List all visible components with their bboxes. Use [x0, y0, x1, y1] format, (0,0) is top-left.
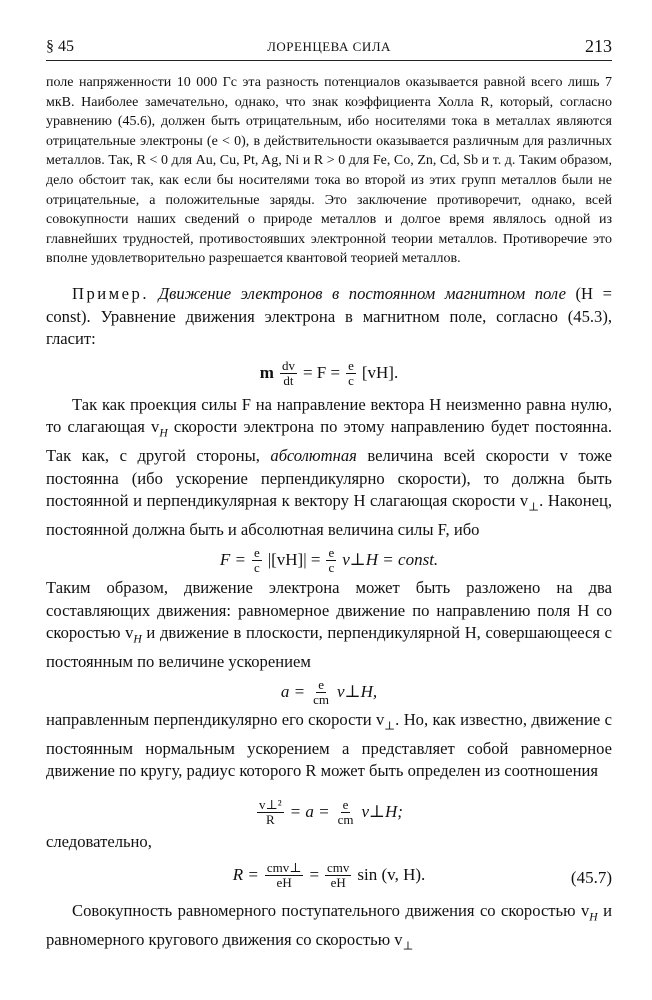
example-title: Движение электронов в постоянном магнитном поле	[158, 283, 566, 303]
fraction-numerator: v⊥²	[259, 796, 282, 812]
fraction	[257, 798, 284, 827]
fraction	[311, 678, 331, 707]
fraction-denominator: c	[348, 372, 354, 388]
fraction-numerator: e	[253, 544, 260, 560]
formula-term: = a =	[289, 801, 330, 821]
paragraph-projection	[46, 394, 612, 542]
header-rule	[46, 60, 612, 61]
paragraph-combination	[46, 900, 612, 958]
fraction-denominator: cm	[337, 811, 354, 827]
formula-term: v⊥H;	[361, 801, 403, 821]
small-print-paragraph	[46, 73, 612, 269]
fraction-denominator: eH	[330, 875, 346, 891]
formula-term: |[vH]| =	[267, 550, 321, 570]
subscript: ⊥	[528, 500, 540, 514]
fraction	[336, 798, 356, 827]
fraction-numerator: dv	[281, 357, 295, 373]
formula-term: =	[309, 865, 320, 885]
formula-larmor-radius	[46, 861, 612, 890]
formula-radius-relation	[46, 793, 612, 827]
formula-term: m	[259, 362, 274, 382]
formula-force	[46, 546, 612, 575]
paragraph-consequently: следовательно,	[46, 831, 152, 851]
paragraph-decomposition	[46, 577, 612, 674]
formula-motion	[46, 359, 612, 388]
main-text	[46, 283, 612, 958]
subscript: H	[159, 426, 168, 440]
section-number: § 45	[46, 38, 74, 55]
formula-term: a =	[280, 681, 306, 701]
text-run: Так как проекция силы F на направление вектора H неизменно равна нулю, то слагающая v	[46, 394, 612, 437]
text-run: . Наконец, постоянной должна быть и абсолютная величина силы F, ибо	[46, 491, 613, 540]
fraction-numerator: e	[342, 796, 349, 812]
formula-term: v⊥H,	[337, 681, 378, 701]
text-run: и движение в плоскости, перпендикулярной H, совершающееся с постоянным по величине ускорением	[46, 623, 612, 671]
fraction-numerator: e	[318, 676, 324, 692]
subscript: ⊥	[402, 939, 414, 953]
equation-number: (45.7)	[570, 868, 612, 888]
formula-term: [vH].	[361, 362, 399, 382]
text-run: . Но, как известно, движение с постоянным нормальным ускорением a представляет собой равномерное движение по кругу, радиус которого R может быть определен из соотношения	[46, 709, 613, 781]
fraction-denominator: R	[265, 811, 275, 827]
fraction	[252, 546, 262, 575]
book-page	[46, 36, 612, 958]
example-label: Пример.	[72, 283, 149, 303]
text-run: направленным перпендикулярно его скорости v	[46, 709, 385, 729]
fraction-denominator: c	[328, 559, 335, 575]
paragraph-circular	[46, 709, 612, 783]
fraction-denominator: dt	[283, 372, 294, 388]
running-title: ЛОРЕНЦЕВА СИЛА	[267, 39, 391, 54]
formula-term: = F =	[302, 362, 341, 382]
italic-word: абсолютная	[270, 446, 357, 466]
subscript: ⊥	[384, 718, 396, 732]
fraction-denominator: eH	[276, 875, 292, 891]
example-paragraph	[46, 283, 612, 351]
example-condition: (H = const).	[46, 283, 612, 326]
fraction-denominator: cm	[313, 691, 330, 707]
text-run: Таким образом, движение электрона может быть разложено на два составляющих движения: равномерное движение по направлению поля H со скоростью v	[46, 577, 612, 643]
formula-term: F =	[219, 550, 246, 570]
fraction-numerator: e	[348, 357, 354, 373]
text-run: величина всей скорости v тоже постоянна (ибо ускорение перпендикулярно скорости), то должна быть постоянной и перпендикулярная к вектору H слагающая скорости v	[46, 446, 612, 511]
fraction-numerator: e	[328, 544, 335, 560]
fraction-numerator: cmv	[327, 860, 350, 876]
formula-term: sin (v, H).	[357, 865, 426, 885]
fraction	[265, 861, 304, 890]
subscript: H	[589, 910, 598, 924]
example-text: Уравнение движения электрона в магнитном поле, согласно (45.3), гласит:	[46, 306, 612, 349]
fraction	[280, 359, 297, 388]
text-run: и равномерного кругового движения со скоростью v	[46, 901, 613, 950]
page-number: 213	[585, 36, 612, 56]
text-run: скорости электрона по этому направлению будет постоянна. Так как, с другой стороны,	[46, 417, 613, 466]
fraction-numerator: cmv⊥	[266, 860, 302, 876]
fraction	[326, 546, 336, 575]
formula-term: v⊥H = const.	[342, 550, 439, 570]
fraction	[346, 359, 356, 388]
running-header	[46, 36, 612, 60]
formula-acceleration	[46, 678, 612, 707]
formula-term: R =	[232, 865, 259, 885]
fraction-denominator: c	[253, 559, 260, 575]
small-paragraph-text: поле напряженности 10 000 Гс эта разность потенциалов оказывается равной всего лишь 7 мкВ. Наиболее замечательно, однако, что знак коэффициента Холла R, который, согласно уравнению (45.6), должен быть отрицательным, ибо носителями тока в металлах являются отрицательные электроны (e < 0), в действительности оказывается различным для различных металлов. Так, R < 0 для Au, Cu, Pt, Ag, Ni и R > 0 для Fe, Co, Zn, Cd, Sb и т. д. Таким образом, дело обстоит так, как если бы носителями тока во второй из этих групп металлов были не отрицательные, а положительные заряды. Это заключение противоречит, однако, всей совокупности наших сведений о природе металлов и долгое время являлось одной из главнейших трудностей, противостоявших электронной теории металлов. Противоречие это вполне удовлетворительно разрешается квантовой теорией металлов.	[46, 75, 612, 267]
subscript: H	[133, 632, 142, 646]
fraction	[325, 861, 351, 890]
text-run: Совокупность равномерного поступательного движения со скоростью v	[72, 901, 590, 921]
